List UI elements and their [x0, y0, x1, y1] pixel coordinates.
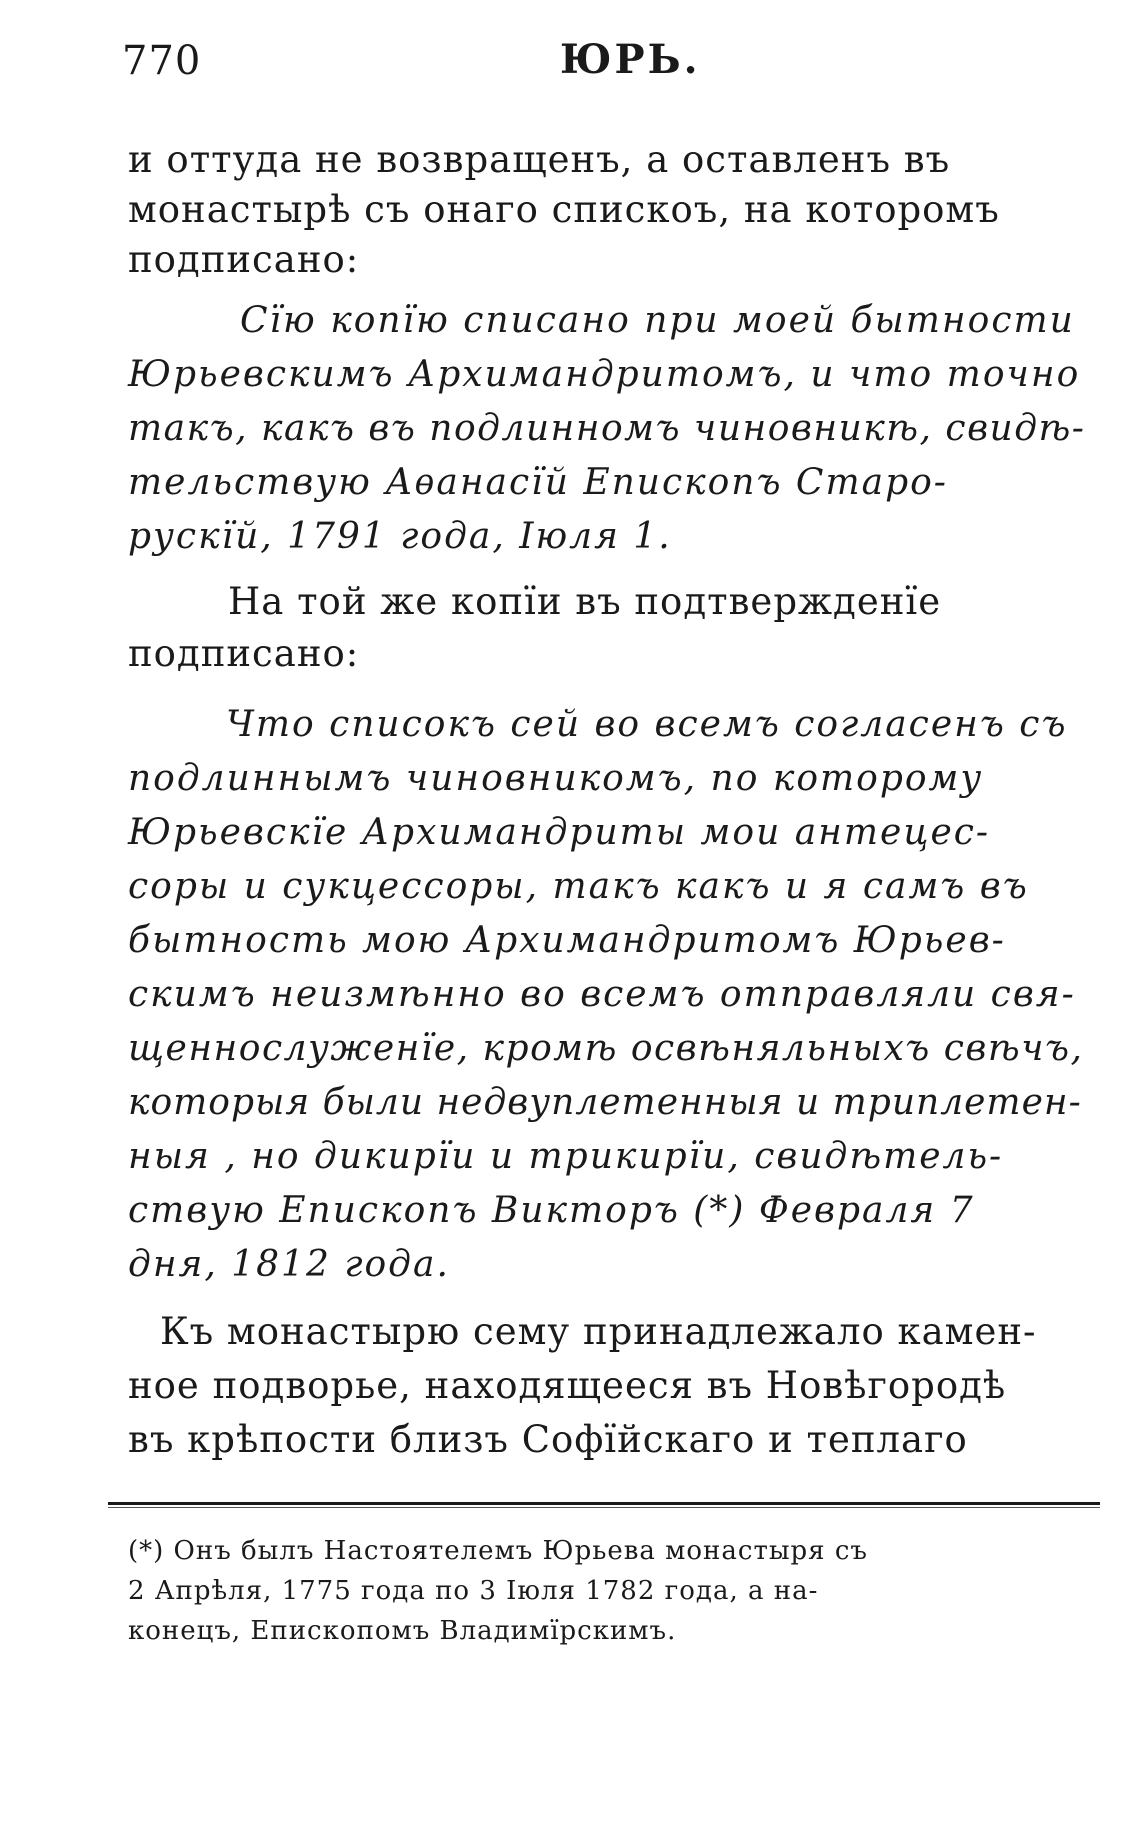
- quote-line: подлиннымъ чиновникомъ, по которому: [128, 758, 984, 799]
- quote-line: соры и сукцессоры, такъ какъ и я самъ въ: [128, 866, 1029, 907]
- text-line: подписано:: [128, 238, 360, 281]
- quote-line: ныя , но дикирїи и трикирїи, свидѣтель-: [128, 1136, 1004, 1177]
- footnote-line: (*) Онъ былъ Настоятелемъ Юрьева монастыря съ: [128, 1536, 868, 1566]
- quote-line: дня, 1812 года.: [128, 1244, 450, 1285]
- quote-line: Юрьевскимъ Архимандритомъ, и что точно: [128, 354, 1081, 395]
- quote-line: щеннослуженїе, кромѣ освѣняльныхъ свѣчъ,: [128, 1028, 1084, 1069]
- text-line: подписано:: [128, 632, 360, 675]
- quote-line: такъ, какъ въ подлинномъ чиновникѣ, свидѣ-: [128, 408, 1086, 449]
- quote-line: Юрьевскїе Архимандриты мои антецес-: [128, 812, 991, 853]
- footnote-rule-thin: [108, 1507, 1100, 1508]
- text-line: ное подворье, находящееся въ Новѣгородѣ: [128, 1364, 1007, 1407]
- text-line: и оттуда не возвращенъ, а оставленъ въ: [128, 138, 951, 181]
- quote-line: Сїю копїю списано при моей бытности: [240, 300, 1075, 341]
- quote-line: Что списокъ сей во всемъ согласенъ съ: [226, 704, 1068, 745]
- quote-line: тельствую Аѳанасїй Епископъ Старо-: [128, 462, 948, 503]
- page-number: 770: [122, 38, 202, 84]
- quote-line: рускїй, 1791 года, Іюля 1.: [128, 516, 672, 557]
- quote-line: которыя были недвуплетенныя и триплетен-: [128, 1082, 1082, 1123]
- quote-line: бытность мою Архимандритомъ Юрьев-: [128, 920, 1006, 961]
- footnote-line: 2 Апрѣля, 1775 года по 3 Іюля 1782 года, а на-: [128, 1576, 819, 1606]
- quote-line: ствую Епископъ Викторъ (*) Февраля 7: [128, 1190, 975, 1231]
- running-head: ЮРЬ.: [560, 36, 701, 83]
- footnote-rule: [108, 1502, 1100, 1505]
- footnote-line: конецъ, Епископомъ Владимїрскимъ.: [128, 1616, 677, 1646]
- text-line: На той же копїи въ подтвержденїе: [228, 580, 942, 623]
- text-line: Къ монастырю сему принадлежало камен-: [160, 1310, 1037, 1353]
- quote-line: скимъ неизмѣнно во всемъ отправляли свя-: [128, 974, 1076, 1015]
- text-line: въ крѣпости близъ Софїйскаго и теплаго: [128, 1418, 968, 1461]
- text-line: монастырѣ съ онаго спискоъ, на которомъ: [128, 188, 1000, 231]
